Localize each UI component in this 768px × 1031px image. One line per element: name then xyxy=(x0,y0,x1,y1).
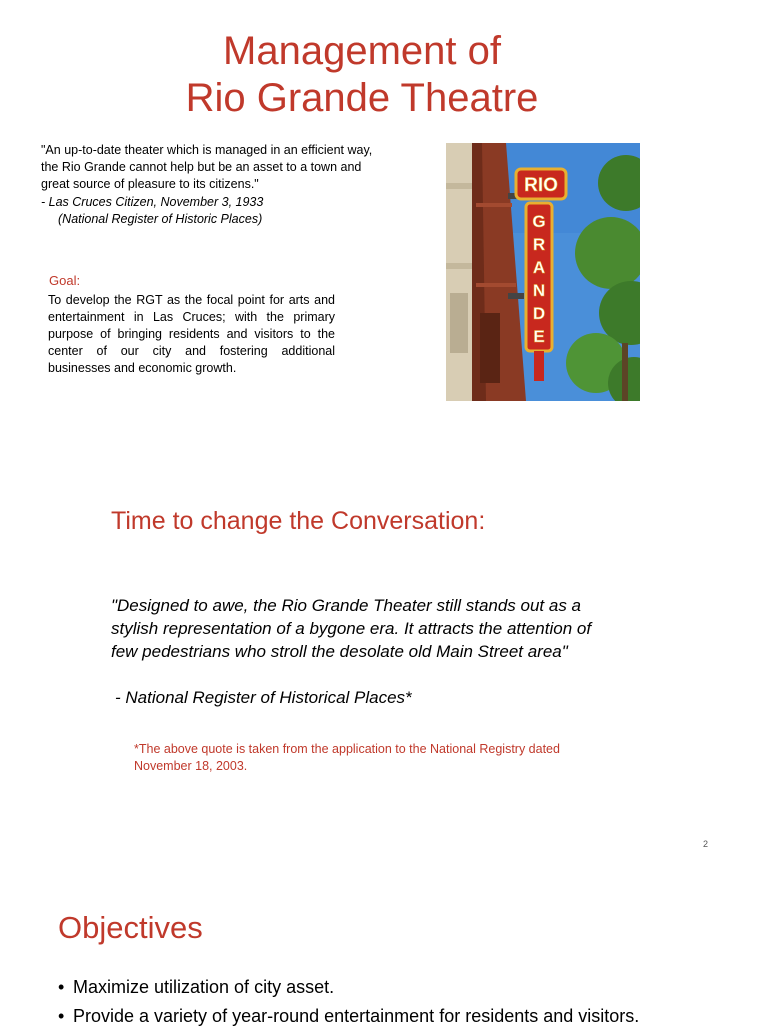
grande-letter-g: G xyxy=(532,212,546,231)
grande-letter-n: N xyxy=(532,281,546,300)
grande-letter-e: E xyxy=(533,327,545,346)
page-title xyxy=(0,28,724,122)
theatre-sign-photo xyxy=(446,143,640,401)
conversation-citation: - National Register of Historical Places* xyxy=(115,688,412,707)
conversation-quote: "Designed to awe, the Rio Grande Theater still stands out as a stylish representation of a bygone era. It attracts the attention of few pedestrians who stroll the desolate old Main Street area" xyxy=(111,596,592,661)
grande-letter-a: A xyxy=(532,258,546,277)
intro-citation-line-2: (National Register of Historic Places) xyxy=(58,212,263,226)
conversation-heading: Time to change the Conversation: xyxy=(111,507,486,535)
grande-letter-r: R xyxy=(532,235,546,254)
intro-quote: "An up-to-date theater which is managed in an efficient way, the Rio Grande cannot help but be an asset to a town and great source of pleasure to its citizens." xyxy=(41,143,373,191)
intro-citation xyxy=(41,194,263,228)
sign-word-rio: RIO xyxy=(524,175,558,196)
objectives-heading: Objectives xyxy=(58,910,203,945)
title-line-1: Management of xyxy=(223,29,501,73)
list-item: • Provide a variety of year-round entertainment for residents and visitors. xyxy=(58,1002,639,1031)
intro-citation-line-1: - Las Cruces Citizen, November 3, 1933 xyxy=(41,195,264,209)
grande-letter-d: D xyxy=(532,304,546,323)
goal-text: To develop the RGT as the focal point for arts and entertainment in Las Cruces; with the primary purpose of bringing residents and visitors to the center of our city and fostering additional businesses and economic growth. xyxy=(48,293,335,375)
objectives-list xyxy=(58,973,639,1031)
goal-label: Goal: xyxy=(49,273,81,288)
page-number: 2 xyxy=(703,839,709,849)
list-item: • Maximize utilization of city asset. xyxy=(58,973,639,1002)
left-building xyxy=(446,143,476,401)
title-line-2: Rio Grande Theatre xyxy=(185,76,539,120)
footnote: *The above quote is taken from the application to the National Registry dated November 18, 2003. xyxy=(134,742,560,773)
